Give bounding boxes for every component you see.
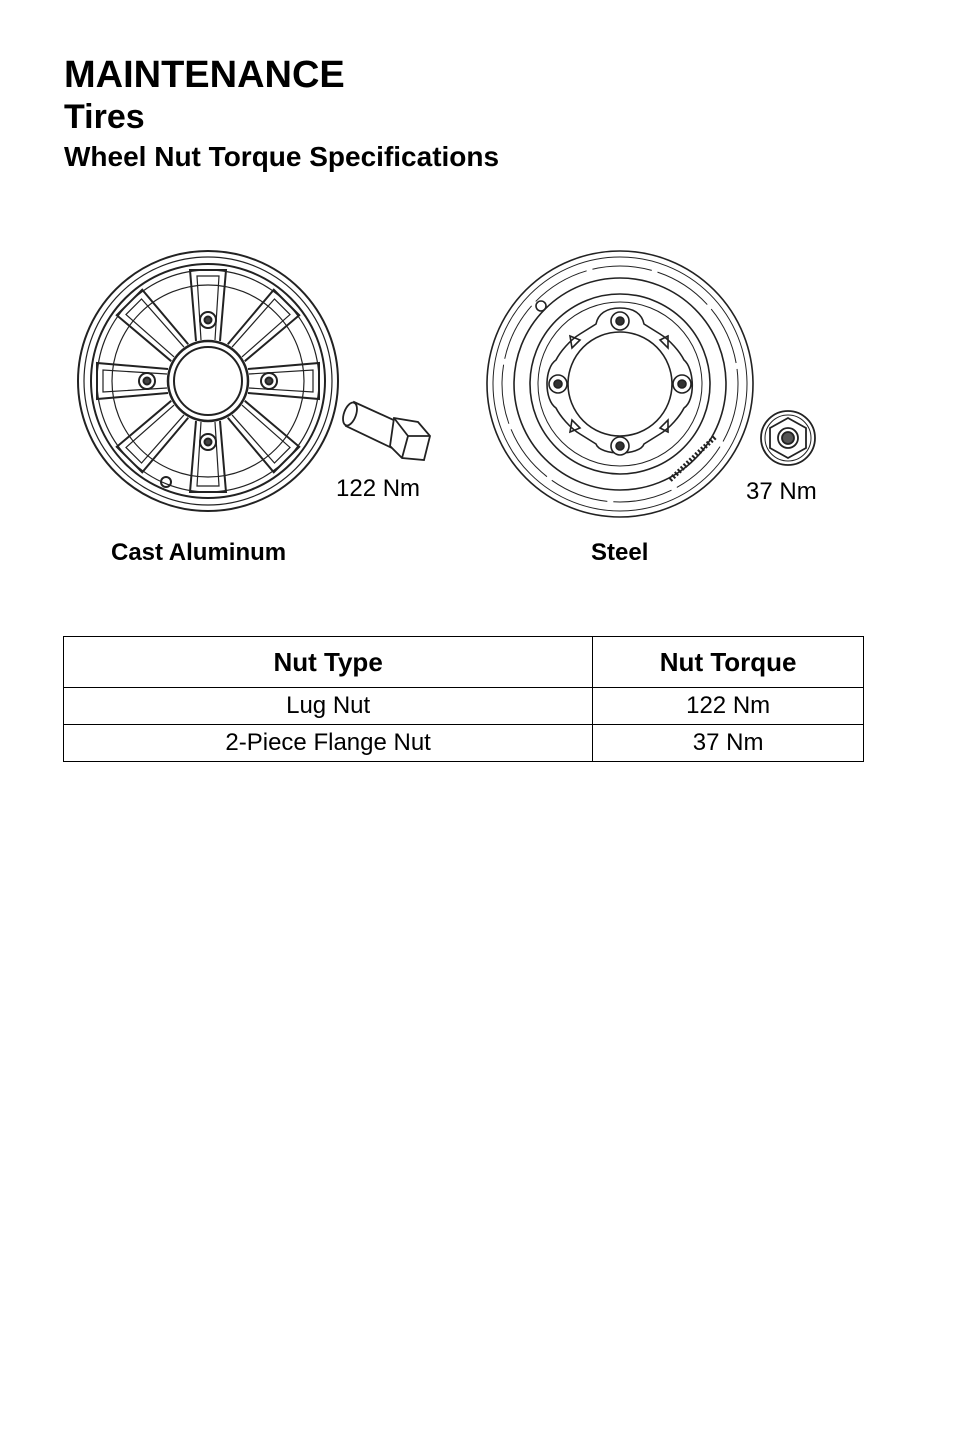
cast-aluminum-wheel-illustration [76,248,340,514]
lug-nut-icon [340,388,436,472]
section-title: MAINTENANCE [64,54,345,96]
steel-torque-label: 37 Nm [746,478,817,505]
table-cell: Lug Nut [64,688,593,725]
subsection-title: Tires [64,98,145,136]
column-header: Nut Type [64,637,593,688]
table-cell: 122 Nm [593,688,864,725]
flange-nut-icon [758,406,820,468]
table-row [64,725,864,762]
cast-aluminum-caption: Cast Aluminum [111,539,287,566]
table-header-row [64,637,864,688]
steel-wheel-illustration [484,248,756,520]
table-cell: 37 Nm [593,725,864,762]
column-header: Nut Torque [593,637,864,688]
steel-caption: Steel [591,539,649,566]
table-cell: 2-Piece Flange Nut [64,725,593,762]
cast-torque-label: 122 Nm [336,475,421,502]
torque-table [63,636,864,762]
topic-title: Wheel Nut Torque Specifications [64,141,500,172]
table-row [64,688,864,725]
